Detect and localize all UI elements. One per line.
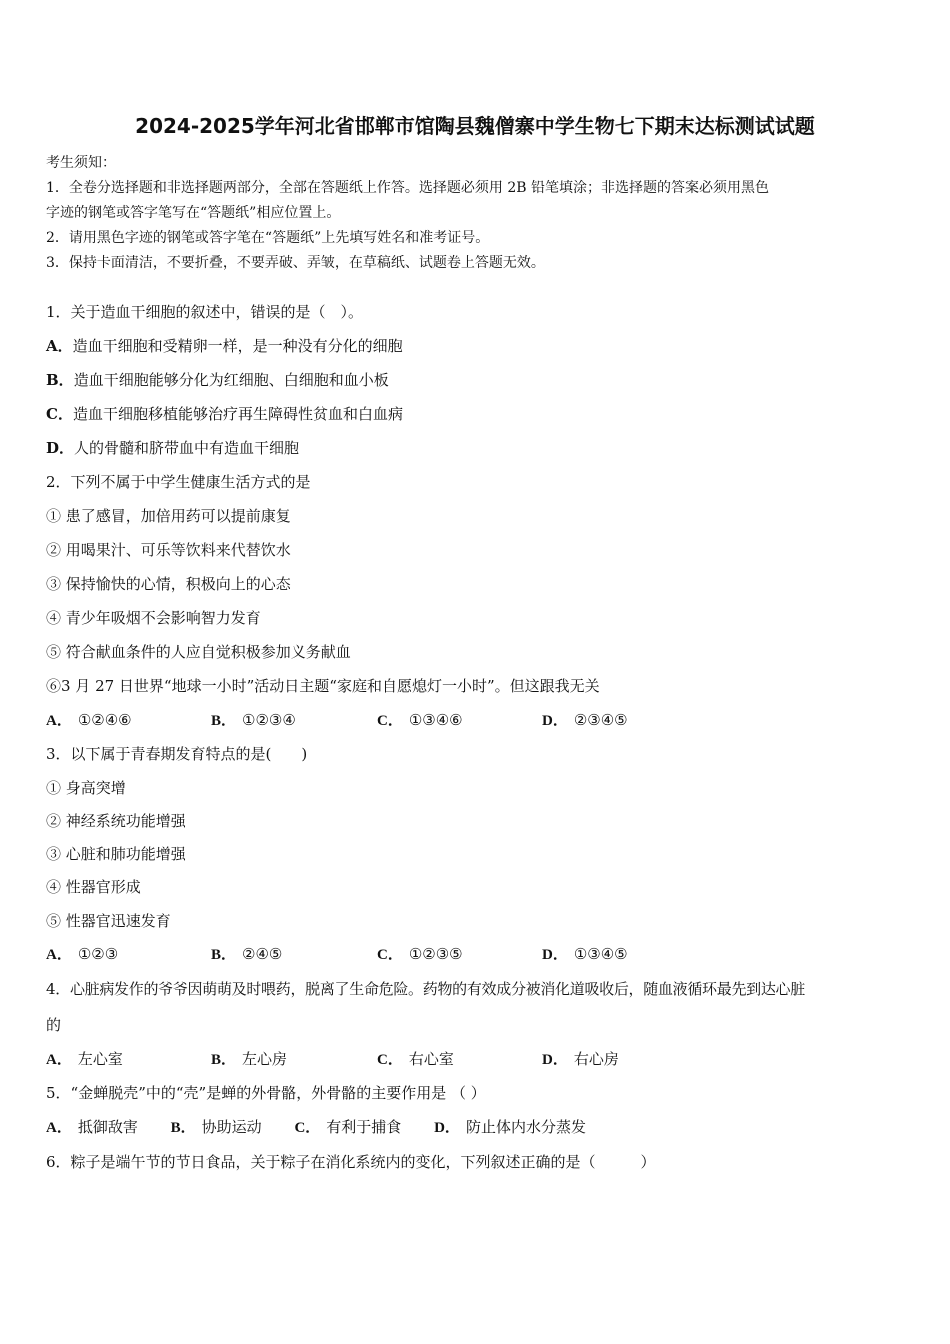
question-2-stem: 2．下列不属于中学生健康生活方式的是 [46,473,311,491]
option-letter: B． [211,713,237,729]
question-4-stem-cont: 的 [46,1016,62,1034]
option-text: ①②③④ [242,711,296,729]
question-1-stem: 1．关于造血干细胞的叙述中，错误的是（ ）。 [46,303,364,321]
option-letter: D． [542,947,568,963]
option-letter: A． [46,1052,72,1068]
question-1-option-c [46,403,403,424]
question-2-item: ① 患了感冒，加倍用药可以提前康复 [46,507,291,525]
question-1-option-d [46,437,299,458]
option-text: 造血干细胞能够分化为红细胞、白细胞和血小板 [73,371,389,389]
option-letter: C． [377,1052,403,1068]
notice-line: 3．保持卡面清洁，不要折叠，不要弄破、弄皱，在草稿纸、试题卷上答题无效。 [46,255,545,271]
question-3-option-c [377,943,463,964]
option-letter: B． [170,1120,196,1136]
option-text: 右心房 [573,1050,619,1068]
question-4-option-d [542,1048,619,1069]
notice-line: 2．请用黑色字迹的钢笔或答字笔在“答题纸”上先填写姓名和准考证号。 [46,230,490,246]
option-letter: B． [211,1052,237,1068]
option-letter: C． [377,947,403,963]
option-text: 有利于捕食 [326,1118,402,1136]
option-letter: B． [46,371,74,389]
question-2-option-c [377,709,463,730]
question-4-option-c [377,1048,454,1069]
question-2-option-d [542,709,628,730]
option-letter: C． [377,713,403,729]
question-5-options [46,1116,614,1137]
question-1-option-b [46,369,389,390]
question-1-option-a [46,335,403,356]
question-2-item: ⑤ 符合献血条件的人应自觉积极参加义务献血 [46,643,351,661]
question-5-option-a [46,1118,152,1136]
question-5-option-d [434,1118,600,1136]
question-4-option-b [211,1048,287,1069]
option-letter: D． [542,1052,568,1068]
option-text: ②④⑤ [242,945,283,963]
option-text: 左心房 [242,1050,288,1068]
question-5-option-b [171,1118,276,1136]
option-text: 左心室 [77,1050,123,1068]
question-3-item: ② 神经系统功能增强 [46,812,186,830]
question-5-option-c [294,1118,415,1136]
question-2-item: ② 用喝果汁、可乐等饮料来代替饮水 [46,541,291,559]
question-3-item: ⑤ 性器官迅速发育 [46,912,171,930]
question-6-stem: 6．粽子是端午节的节日食品，关于粽子在消化系统内的变化，下列叙述正确的是（ ） [46,1153,656,1171]
option-letter: D． [542,713,568,729]
option-text: 协助运动 [201,1118,262,1136]
option-text: ①②③ [77,945,119,963]
question-3-option-d [542,943,628,964]
option-text: ①③④⑤ [573,945,628,963]
option-letter: A． [46,1120,72,1136]
question-2-option-b [211,709,296,730]
option-text: ①②③⑤ [408,945,463,963]
option-text: 人的骨髓和脐带血中有造血干细胞 [74,439,300,457]
option-text: 抵御敌害 [77,1118,138,1136]
question-2-option-a [46,709,132,730]
option-letter: A． [46,337,73,355]
question-5-stem: 5．“金蝉脱壳”中的“壳”是蝉的外骨骼，外骨骼的主要作用是 （ ） [46,1084,486,1102]
option-text: 防止体内水分蒸发 [465,1118,586,1136]
question-3-item: ① 身高突增 [46,779,126,797]
notice-heading: 考生须知： [46,155,116,171]
option-letter: C． [46,405,73,423]
question-3-item: ④ 性器官形成 [46,878,141,896]
page-title: 2024-2025学年河北省邯郸市馆陶县魏僧寨中学生物七下期末达标测试试题 [135,114,815,138]
question-4-option-a [46,1048,123,1069]
option-letter: D． [46,439,75,457]
option-text: 造血干细胞和受精卵一样，是一种没有分化的细胞 [72,337,403,355]
question-3-option-b [211,943,282,964]
question-3-option-a [46,943,118,964]
option-text: 右心室 [408,1050,454,1068]
question-2-item: ④ 青少年吸烟不会影响智力发育 [46,609,261,627]
option-letter: C． [294,1120,321,1136]
option-text: ①②④⑥ [77,711,132,729]
option-text: ②③④⑤ [573,711,628,729]
question-3-item: ③ 心脏和肺功能增强 [46,845,186,863]
option-letter: A． [46,947,72,963]
question-4-stem: 4．心脏病发作的爷爷因萌萌及时喂药，脱离了生命危险。药物的有效成分被消化道吸收后，随血液循环最先到达心脏 [46,980,805,998]
option-letter: D． [434,1120,460,1136]
notice-line: 1．全卷分选择题和非选择题两部分，全部在答题纸上作答。选择题必须用 2B 铅笔填涂；非选择题的答案必须用黑色 [46,180,769,196]
option-letter: A． [46,713,72,729]
notice-line: 字迹的钢笔或答字笔写在“答题纸”相应位置上。 [46,205,341,221]
question-3-stem: 3．以下属于青春期发育特点的是( ) [46,745,308,763]
question-2-item: ⑥3 月 27 日世界“地球一小时”活动日主题“家庭和自愿熄灯一小时”。但这跟我无关 [46,677,600,695]
option-text: 造血干细胞移植能够治疗再生障碍性贫血和白血病 [72,405,403,423]
option-letter: B． [211,947,237,963]
option-text: ①③④⑥ [408,711,463,729]
question-2-item: ③ 保持愉快的心情，积极向上的心态 [46,575,291,593]
